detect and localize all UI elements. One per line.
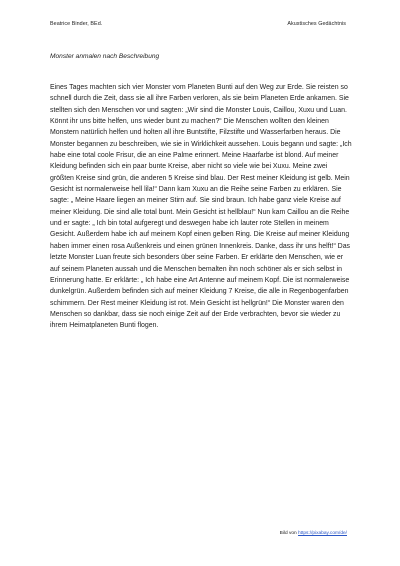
topic-header: Akustisches Gedächtnis: [287, 21, 346, 27]
author-header: Beatrice Binder, BEd.: [50, 21, 103, 27]
image-credit: [280, 531, 347, 536]
story-text: Eines Tages machten sich vier Monster vom Planeten Bunti auf den Weg zur Erde. Sie reisten so schnell durch die Zeit, dass sie all ihre Farben verloren, als sie beim Planeten Erde ankamen. Sie stellten sich den Menschen vor und sagten: „Wir sind die Monster Louis, Caillou, Xuxu und Luan. Könnt ihr uns bitte helfen, uns wieder bunt zu machen?“ Die Menschen wollten den kleinen Monstern natürlich helfen und holten all ihre Buntstifte, Filzstifte und Wasserfarben heraus. Die Monster begannen zu beschreiben, wie sie in Wirklichkeit aussehen. Louis begann und sagte: „Ich habe eine total coole Frisur, die an eine Palme erinnert. Meine Haarfarbe ist blond. Auf meiner Kleidung befinden sich ein paar bunte Kreise, aber nicht so viele wie bei Xuxu. Meine zwei größten Kreise sind grün, die anderen 5 Kreise sind blau. Der Rest meiner Kleidung ist gelb. Mein Gesicht ist normalerweise hell lila!“ Dann kam Xuxu an die Reihe seine Farben zu erklären. Sie sagte: „ Meine Haare liegen an meiner Stirn auf. Sie sind braun. Ich habe ganz viele Kreise auf meiner Kleidung. Die sind alle total bunt. Mein Gesicht ist hellblau!“ Nun kam Caillou an die Reihe und er sagte: „ Ich bin total aufgeregt und deswegen habe ich lauter rote Stellen in meinem Gesicht. Außerdem habe ich auf meinem Kopf einen gelben Ring. Die Kreise auf meiner Kleidung haben immer einen rosa Außenkreis und einen grünen Innenkreis. Danke, dass ihr uns helft!“ Das letzte Monster Luan freute sich besonders über seine Farben. Er erklärte den Menschen, wie er auf seinem Planeten aussah und die Menschen bemalten ihn noch schöner als er sich selbst in Erinnerung hatte. Er erklärte: „ Ich habe eine Art Antenne auf meinem Kopf. Die ist normalerweise dunkelgrün. Außerdem befinden sich auf meiner Kleidung 7 Kreise, die alle in Regenbogenfarben schimmern. Der Rest meiner Kleidung ist rot. Mein Gesicht ist hellgrün!“ Die Monster waren den Menschen so dankbar, dass sie noch einige Zeit auf der Erde verbrachten, bevor sie wieder zu ihrem Heimatplaneten Bunti flogen.: [50, 84, 352, 330]
image-credit-prefix: Bild von: [279, 531, 299, 536]
pixabay-link[interactable]: https://pixabay.com/de/: [298, 531, 347, 536]
worksheet-subtitle: Monster anmalen nach Beschreibung: [50, 53, 160, 60]
